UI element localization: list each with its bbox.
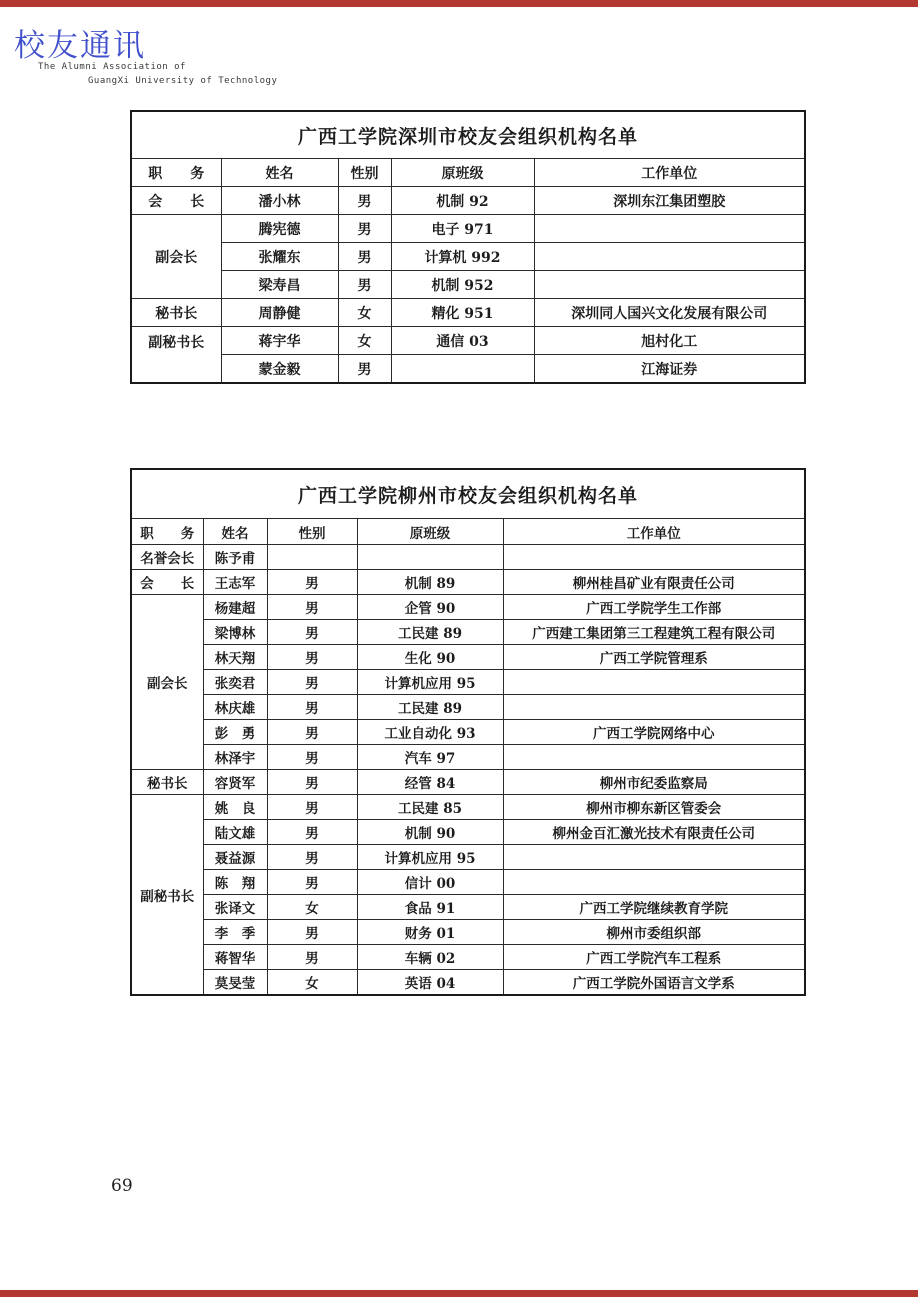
- table-row: [131, 945, 805, 970]
- class-cell: 工民建 89: [357, 620, 503, 645]
- position-cell: 副秘书长: [131, 795, 203, 996]
- gender-cell: 男: [267, 595, 357, 620]
- col-header-position: 职 务: [131, 519, 203, 545]
- unit-cell: 广西工学院网络中心: [503, 720, 805, 745]
- org-table-shenzhen: [130, 110, 806, 384]
- class-cell: 机制 90: [357, 820, 503, 845]
- table-row: [131, 870, 805, 895]
- name-cell: 梁寿昌: [221, 271, 338, 299]
- gender-cell: 女: [267, 895, 357, 920]
- bottom-red-bar: [0, 1290, 918, 1297]
- page-number: 69: [111, 1176, 133, 1196]
- class-cell: 汽车 97: [357, 745, 503, 770]
- gender-cell: 男: [267, 670, 357, 695]
- class-cell: 财务 01: [357, 920, 503, 945]
- class-cell: 机制 952: [391, 271, 534, 299]
- gender-cell: 男: [267, 695, 357, 720]
- name-cell: 陆文雄: [203, 820, 267, 845]
- logo-chinese-title: 校友通讯: [14, 28, 146, 64]
- class-cell: 通信 03: [391, 327, 534, 355]
- col-header-class: 原班级: [357, 519, 503, 545]
- gender-cell: 男: [338, 243, 391, 271]
- table-row: [131, 595, 805, 620]
- gender-cell: 女: [338, 327, 391, 355]
- table-row: [131, 545, 805, 570]
- class-cell: 英语 04: [357, 970, 503, 996]
- name-cell: 陈 翔: [203, 870, 267, 895]
- name-cell: 张奕君: [203, 670, 267, 695]
- table-row: [131, 720, 805, 745]
- unit-cell: 柳州市纪委监察局: [503, 770, 805, 795]
- org-table: [130, 110, 806, 384]
- name-cell: 彭 勇: [203, 720, 267, 745]
- position-cell: 副会长: [131, 215, 221, 299]
- name-cell: 林天翔: [203, 645, 267, 670]
- class-cell: 企管 90: [357, 595, 503, 620]
- table-row: [131, 355, 805, 384]
- col-header-unit: 工作单位: [503, 519, 805, 545]
- name-cell: 容贤军: [203, 770, 267, 795]
- col-header-unit: 工作单位: [534, 159, 805, 187]
- table-row: [131, 327, 805, 355]
- table-row: [131, 770, 805, 795]
- gender-cell: 男: [338, 271, 391, 299]
- gender-cell: 男: [267, 820, 357, 845]
- name-cell: 聂益源: [203, 845, 267, 870]
- gender-cell: 女: [267, 970, 357, 996]
- unit-cell: 江海证券: [534, 355, 805, 384]
- gender-cell: 男: [267, 795, 357, 820]
- class-cell: 生化 90: [357, 645, 503, 670]
- gender-cell: 男: [267, 720, 357, 745]
- table-row: [131, 243, 805, 271]
- table-title: 广西工学院柳州市校友会组织机构名单: [131, 469, 805, 519]
- table-row: [131, 187, 805, 215]
- col-header-gender: 性别: [338, 159, 391, 187]
- class-cell: 工民建 85: [357, 795, 503, 820]
- unit-cell: [534, 271, 805, 299]
- col-header-position: 职 务: [131, 159, 221, 187]
- position-cell: 会 长: [131, 187, 221, 215]
- table-title-row: [131, 469, 805, 519]
- name-cell: 莫旻莹: [203, 970, 267, 996]
- unit-cell: [503, 695, 805, 720]
- position-cell: 副秘书长: [131, 327, 221, 384]
- col-header-class: 原班级: [391, 159, 534, 187]
- col-header-name: 姓名: [203, 519, 267, 545]
- gender-cell: 男: [267, 645, 357, 670]
- table-row: [131, 970, 805, 996]
- class-cell: 工业自动化 93: [357, 720, 503, 745]
- class-cell: 电子 971: [391, 215, 534, 243]
- position-cell: 名誉会长: [131, 545, 203, 570]
- table-row: [131, 645, 805, 670]
- table-row: [131, 570, 805, 595]
- name-cell: 杨建超: [203, 595, 267, 620]
- class-cell: 经管 84: [357, 770, 503, 795]
- gender-cell: 男: [338, 187, 391, 215]
- name-cell: 张译文: [203, 895, 267, 920]
- position-cell: 会 长: [131, 570, 203, 595]
- unit-cell: [503, 670, 805, 695]
- class-cell: 计算机应用 95: [357, 670, 503, 695]
- gender-cell: 女: [338, 299, 391, 327]
- class-cell: 计算机应用 95: [357, 845, 503, 870]
- gender-cell: 男: [267, 870, 357, 895]
- unit-cell: [503, 745, 805, 770]
- unit-cell: 深圳东江集团塑胶: [534, 187, 805, 215]
- unit-cell: 广西工学院外国语言文学系: [503, 970, 805, 996]
- table-header-row: [131, 159, 805, 187]
- class-cell: 信计 00: [357, 870, 503, 895]
- name-cell: 陈予甫: [203, 545, 267, 570]
- name-cell: 蒙金毅: [221, 355, 338, 384]
- gender-cell: 男: [267, 770, 357, 795]
- name-cell: 周静健: [221, 299, 338, 327]
- class-cell: 机制 89: [357, 570, 503, 595]
- table-row: [131, 795, 805, 820]
- name-cell: 王志军: [203, 570, 267, 595]
- unit-cell: 广西工学院汽车工程系: [503, 945, 805, 970]
- class-cell: 计算机 992: [391, 243, 534, 271]
- class-cell: [357, 545, 503, 570]
- table-title-row: [131, 111, 805, 159]
- class-cell: 工民建 89: [357, 695, 503, 720]
- class-cell: 机制 92: [391, 187, 534, 215]
- unit-cell: [534, 215, 805, 243]
- unit-cell: [503, 845, 805, 870]
- name-cell: 林庆雄: [203, 695, 267, 720]
- unit-cell: 深圳同人国兴文化发展有限公司: [534, 299, 805, 327]
- class-cell: [391, 355, 534, 384]
- table-row: [131, 920, 805, 945]
- org-table-liuzhou: [130, 468, 806, 996]
- unit-cell: 旭村化工: [534, 327, 805, 355]
- unit-cell: 柳州市柳东新区管委会: [503, 795, 805, 820]
- logo-english-line2: GuangXi University of Technology: [88, 76, 278, 86]
- table-row: [131, 745, 805, 770]
- gender-cell: [267, 545, 357, 570]
- name-cell: 蒋智华: [203, 945, 267, 970]
- gender-cell: 男: [267, 845, 357, 870]
- unit-cell: [503, 870, 805, 895]
- unit-cell: [503, 545, 805, 570]
- unit-cell: 柳州市委组织部: [503, 920, 805, 945]
- position-cell: 秘书长: [131, 770, 203, 795]
- table-row: [131, 695, 805, 720]
- name-cell: 梁博林: [203, 620, 267, 645]
- gender-cell: 男: [267, 570, 357, 595]
- col-header-name: 姓名: [221, 159, 338, 187]
- name-cell: 李 季: [203, 920, 267, 945]
- name-cell: 张耀东: [221, 243, 338, 271]
- position-cell: 秘书长: [131, 299, 221, 327]
- gender-cell: 男: [267, 920, 357, 945]
- name-cell: 姚 良: [203, 795, 267, 820]
- gender-cell: 男: [267, 620, 357, 645]
- class-cell: 食品 91: [357, 895, 503, 920]
- col-header-gender: 性别: [267, 519, 357, 545]
- unit-cell: 广西建工集团第三工程建筑工程有限公司: [503, 620, 805, 645]
- class-cell: 精化 951: [391, 299, 534, 327]
- logo-english-line1: The Alumni Association of: [38, 62, 186, 72]
- table-row: [131, 215, 805, 243]
- table-row: [131, 895, 805, 920]
- table-row: [131, 620, 805, 645]
- top-red-bar: [0, 0, 918, 7]
- org-table: [130, 468, 806, 996]
- table-row: [131, 845, 805, 870]
- table-header-row: [131, 519, 805, 545]
- table-row: [131, 299, 805, 327]
- class-cell: 车辆 02: [357, 945, 503, 970]
- gender-cell: 男: [267, 745, 357, 770]
- unit-cell: 广西工学院继续教育学院: [503, 895, 805, 920]
- unit-cell: 广西工学院学生工作部: [503, 595, 805, 620]
- gender-cell: 男: [338, 215, 391, 243]
- unit-cell: 柳州桂昌矿业有限责任公司: [503, 570, 805, 595]
- name-cell: 林泽宇: [203, 745, 267, 770]
- table-row: [131, 820, 805, 845]
- unit-cell: 广西工学院管理系: [503, 645, 805, 670]
- table-title: 广西工学院深圳市校友会组织机构名单: [131, 111, 805, 159]
- table-row: [131, 271, 805, 299]
- gender-cell: 男: [338, 355, 391, 384]
- table-row: [131, 670, 805, 695]
- name-cell: 潘小林: [221, 187, 338, 215]
- name-cell: 腾宪德: [221, 215, 338, 243]
- gender-cell: 男: [267, 945, 357, 970]
- name-cell: 蒋宇华: [221, 327, 338, 355]
- position-cell: 副会长: [131, 595, 203, 770]
- unit-cell: [534, 243, 805, 271]
- unit-cell: 柳州金百汇激光技术有限责任公司: [503, 820, 805, 845]
